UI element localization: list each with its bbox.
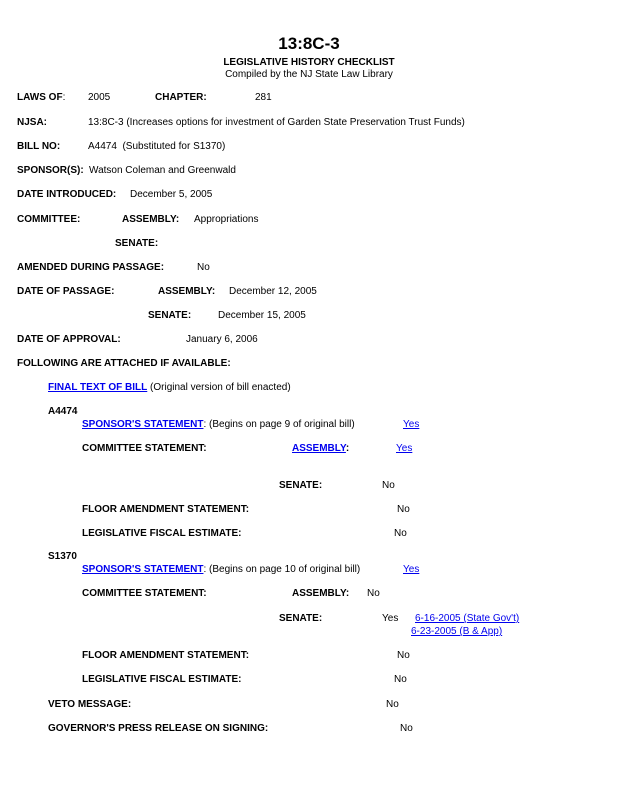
veto-value: No: [386, 699, 399, 710]
s1370-senate-statement-link-1[interactable]: 6-16-2005 (State Gov't): [415, 613, 520, 624]
committee-label: COMMITTEE:: [17, 214, 81, 225]
bill-no-label: BILL NO:: [17, 141, 61, 152]
s1370-sponsor-statement-link[interactable]: SPONSOR'S STATEMENT: [82, 564, 204, 575]
date-introduced-value: December 5, 2005: [130, 189, 213, 200]
page-title: 13:8C-3: [278, 34, 340, 53]
s1370-fiscal-label: LEGISLATIVE FISCAL ESTIMATE:: [82, 674, 242, 685]
laws-of-label-row: [17, 92, 65, 103]
passage-senate-label: SENATE:: [148, 310, 192, 321]
njsa-label: NJSA:: [17, 117, 48, 128]
laws-of-value: 2005: [88, 92, 111, 103]
a4474-fiscal-label: LEGISLATIVE FISCAL ESTIMATE:: [82, 528, 242, 539]
a4474-committee-assembly-row: [292, 443, 349, 454]
committee-assembly-value: Appropriations: [194, 214, 259, 225]
committee-assembly-label: ASSEMBLY:: [122, 214, 180, 225]
press-release-label: GOVERNOR'S PRESS RELEASE ON SIGNING:: [48, 723, 269, 734]
chapter-label: CHAPTER:: [155, 92, 207, 103]
s1370-sponsor-yes-link[interactable]: Yes: [403, 564, 420, 575]
s1370-committee-assembly-value: No: [367, 588, 380, 599]
final-text-link[interactable]: FINAL TEXT OF BILL: [48, 382, 148, 393]
a4474-bill-label: A4474: [48, 406, 78, 417]
page-subtitle: LEGISLATIVE HISTORY CHECKLIST: [223, 57, 395, 68]
passage-senate-value: December 15, 2005: [218, 310, 306, 321]
njsa-value: 13:8C-3 (Increases options for investment of Garden State Preservation Trust Funds): [88, 117, 465, 128]
s1370-sponsor-row: [82, 564, 360, 575]
chapter-value: 281: [255, 92, 272, 103]
a4474-sponsor-statement-link[interactable]: SPONSOR'S STATEMENT: [82, 419, 204, 430]
date-of-passage-label: DATE OF PASSAGE:: [17, 286, 115, 297]
date-introduced-label: DATE INTRODUCED:: [17, 189, 117, 200]
s1370-sponsor-note: : (Begins on page 10 of original bill): [203, 564, 361, 575]
a4474-fiscal-value: No: [394, 528, 407, 539]
a4474-committee-senate-value: No: [382, 480, 395, 491]
s1370-bill-label: S1370: [48, 551, 77, 562]
a4474-committee-assembly-colon: :: [345, 443, 350, 454]
a4474-sponsor-yes-link[interactable]: Yes: [403, 419, 420, 430]
s1370-senate-statement-link-2[interactable]: 6-23-2005 (B & App): [411, 626, 503, 637]
s1370-committee-senate-label: SENATE:: [279, 613, 323, 624]
a4474-floor-value: No: [397, 504, 410, 515]
final-text-row: [48, 382, 291, 393]
a4474-committee-assembly-link[interactable]: ASSEMBLY: [292, 443, 346, 454]
compiled-by: Compiled by the NJ State Law Library: [225, 69, 393, 80]
a4474-sponsor-note: : (Begins on page 9 of original bill): [203, 419, 355, 430]
committee-senate-label: SENATE:: [115, 238, 159, 249]
s1370-committee-label: COMMITTEE STATEMENT:: [82, 588, 207, 599]
laws-of-colon: :: [62, 92, 66, 103]
a4474-committee-assembly-yes-link[interactable]: Yes: [396, 443, 413, 454]
date-of-approval-label: DATE OF APPROVAL:: [17, 334, 121, 345]
date-of-approval-value: January 6, 2006: [186, 334, 258, 345]
amended-value: No: [197, 262, 210, 273]
a4474-floor-label: FLOOR AMENDMENT STATEMENT:: [82, 504, 250, 515]
s1370-floor-label: FLOOR AMENDMENT STATEMENT:: [82, 650, 250, 661]
a4474-committee-senate-label: SENATE:: [279, 480, 323, 491]
attached-heading: FOLLOWING ARE ATTACHED IF AVAILABLE:: [17, 358, 231, 369]
final-text-note: (Original version of bill enacted): [147, 382, 291, 393]
veto-label: VETO MESSAGE:: [48, 699, 132, 710]
bill-no-value: A4474 (Substituted for S1370): [88, 141, 226, 152]
sponsors-label: SPONSOR(S):: [17, 165, 84, 176]
amended-label: AMENDED DURING PASSAGE:: [17, 262, 165, 273]
passage-assembly-label: ASSEMBLY:: [158, 286, 216, 297]
laws-of-label: LAWS OF: [17, 92, 63, 103]
a4474-sponsor-row: [82, 419, 355, 430]
press-release-value: No: [400, 723, 413, 734]
s1370-committee-senate-value: Yes: [382, 613, 399, 624]
sponsors-value: Watson Coleman and Greenwald: [89, 165, 236, 176]
s1370-floor-value: No: [397, 650, 410, 661]
s1370-fiscal-value: No: [394, 674, 407, 685]
a4474-committee-label: COMMITTEE STATEMENT:: [82, 443, 207, 454]
s1370-committee-assembly-label: ASSEMBLY:: [292, 588, 350, 599]
passage-assembly-value: December 12, 2005: [229, 286, 317, 297]
